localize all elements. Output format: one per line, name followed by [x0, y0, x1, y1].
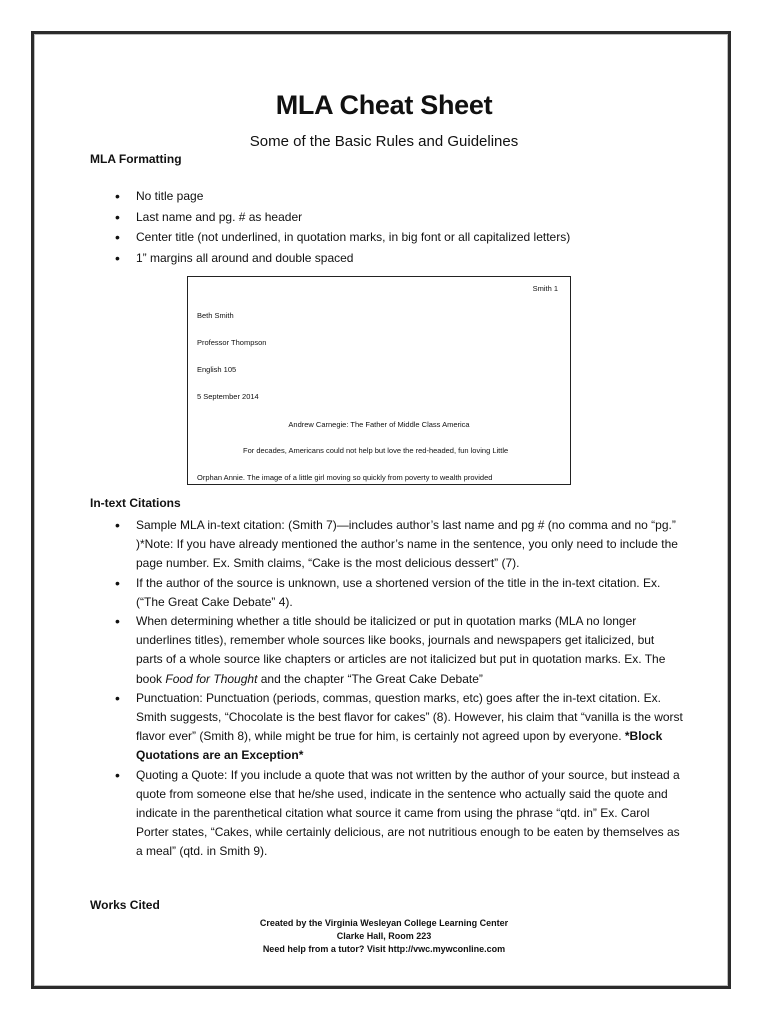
works-cited-heading: Works Cited [90, 898, 160, 912]
list-item-text: When determining whether a title should be italicized or put in quotation marks (MLA no longer underlines titles), remember whole sources like books, journals and newspapers get italicized, but parts of a whole source like chapters or articles are not italicized but put in quotation marks. Ex. The book [136, 614, 666, 686]
list-item: • Sample MLA in-text citation: (Smith 7)—includes author’s last name and pg # (no comma and no “pg.” )*Note: If you have already mentioned the author’s name in the sentence, you only need to include the page number. Ex. Smith claims, “Cake is the most delicious dessert” (7). [136, 516, 684, 574]
sample-date: 5 September 2014 [197, 392, 259, 401]
list-item: • If the author of the source is unknown, use a shortened version of the title in the in-text citation. Ex. (“The Great Cake Debate” 4). [136, 574, 684, 612]
citations-heading: In-text Citations [90, 496, 181, 510]
sample-paper-image [187, 276, 571, 485]
block-quote-note: *Block Quotations are an Exception* [136, 729, 663, 763]
list-item: • Last name and pg. # as header [136, 207, 726, 228]
footer-line: Clarke Hall, Room 223 [336, 931, 432, 941]
footer-line: Need help from a tutor? Visit http://vwc.mywconline.com [262, 944, 506, 954]
sample-professor: Professor Thompson [197, 338, 267, 347]
list-item [136, 689, 684, 766]
citations-list [136, 516, 684, 862]
page-title: MLA Cheat Sheet [275, 90, 493, 120]
list-item-text: and the chapter “The Great Cake Debate” [257, 671, 483, 686]
formatting-heading: MLA Formatting [90, 152, 182, 166]
sample-course: English 105 [197, 365, 237, 374]
list-item: • No title page [136, 186, 726, 207]
footer [0, 917, 768, 956]
list-item-text: Punctuation: Punctuation (periods, commas, question marks, etc) goes after the in-text citation. Ex. Smith suggests, “Chocolate is the best flavor for cakes” (8). However, his claim that “vanilla is the worst flavor ever” (Smith 8), while might be true for him, is certainly not agreed upon by everyone. [136, 690, 683, 744]
sample-body-line: For decades, Americans could not help but love the red-headed, fun loving Little [243, 446, 509, 455]
sample-author: Beth Smith [197, 311, 234, 320]
page-subtitle: Some of the Basic Rules and Guidelines [249, 133, 519, 150]
book-title: Food for Thought [165, 671, 258, 686]
footer-line: Created by the Virginia Wesleyan College Learning Center [259, 918, 509, 928]
sample-paper-title: Andrew Carnegie: The Father of Middle Class America [288, 420, 470, 429]
list-item [136, 612, 684, 689]
formatting-list [136, 186, 726, 269]
list-item: • Quoting a Quote: If you include a quote that was not written by the author of your source, but instead a quote from someone else that he/she used, indicate in the sentence who actually said the quote and indicate in the parenthetical citation what source it came from using the phrase “qtd. in” Ex. Carol Porter states, “Cakes, while certainly delicious, are not nutritious enough to be eaten by themselves as a meal” (qtd. in Smith 9). [136, 766, 684, 862]
sample-body-line: Orphan Annie. The image of a little girl moving so quickly from poverty to wealth provided [197, 473, 493, 482]
list-item: • Center title (not underlined, in quotation marks, in big font or all capitalized letters) [136, 227, 726, 248]
sample-header: Smith 1 [532, 284, 558, 293]
list-item: • 1” margins all around and double spaced [136, 248, 726, 269]
